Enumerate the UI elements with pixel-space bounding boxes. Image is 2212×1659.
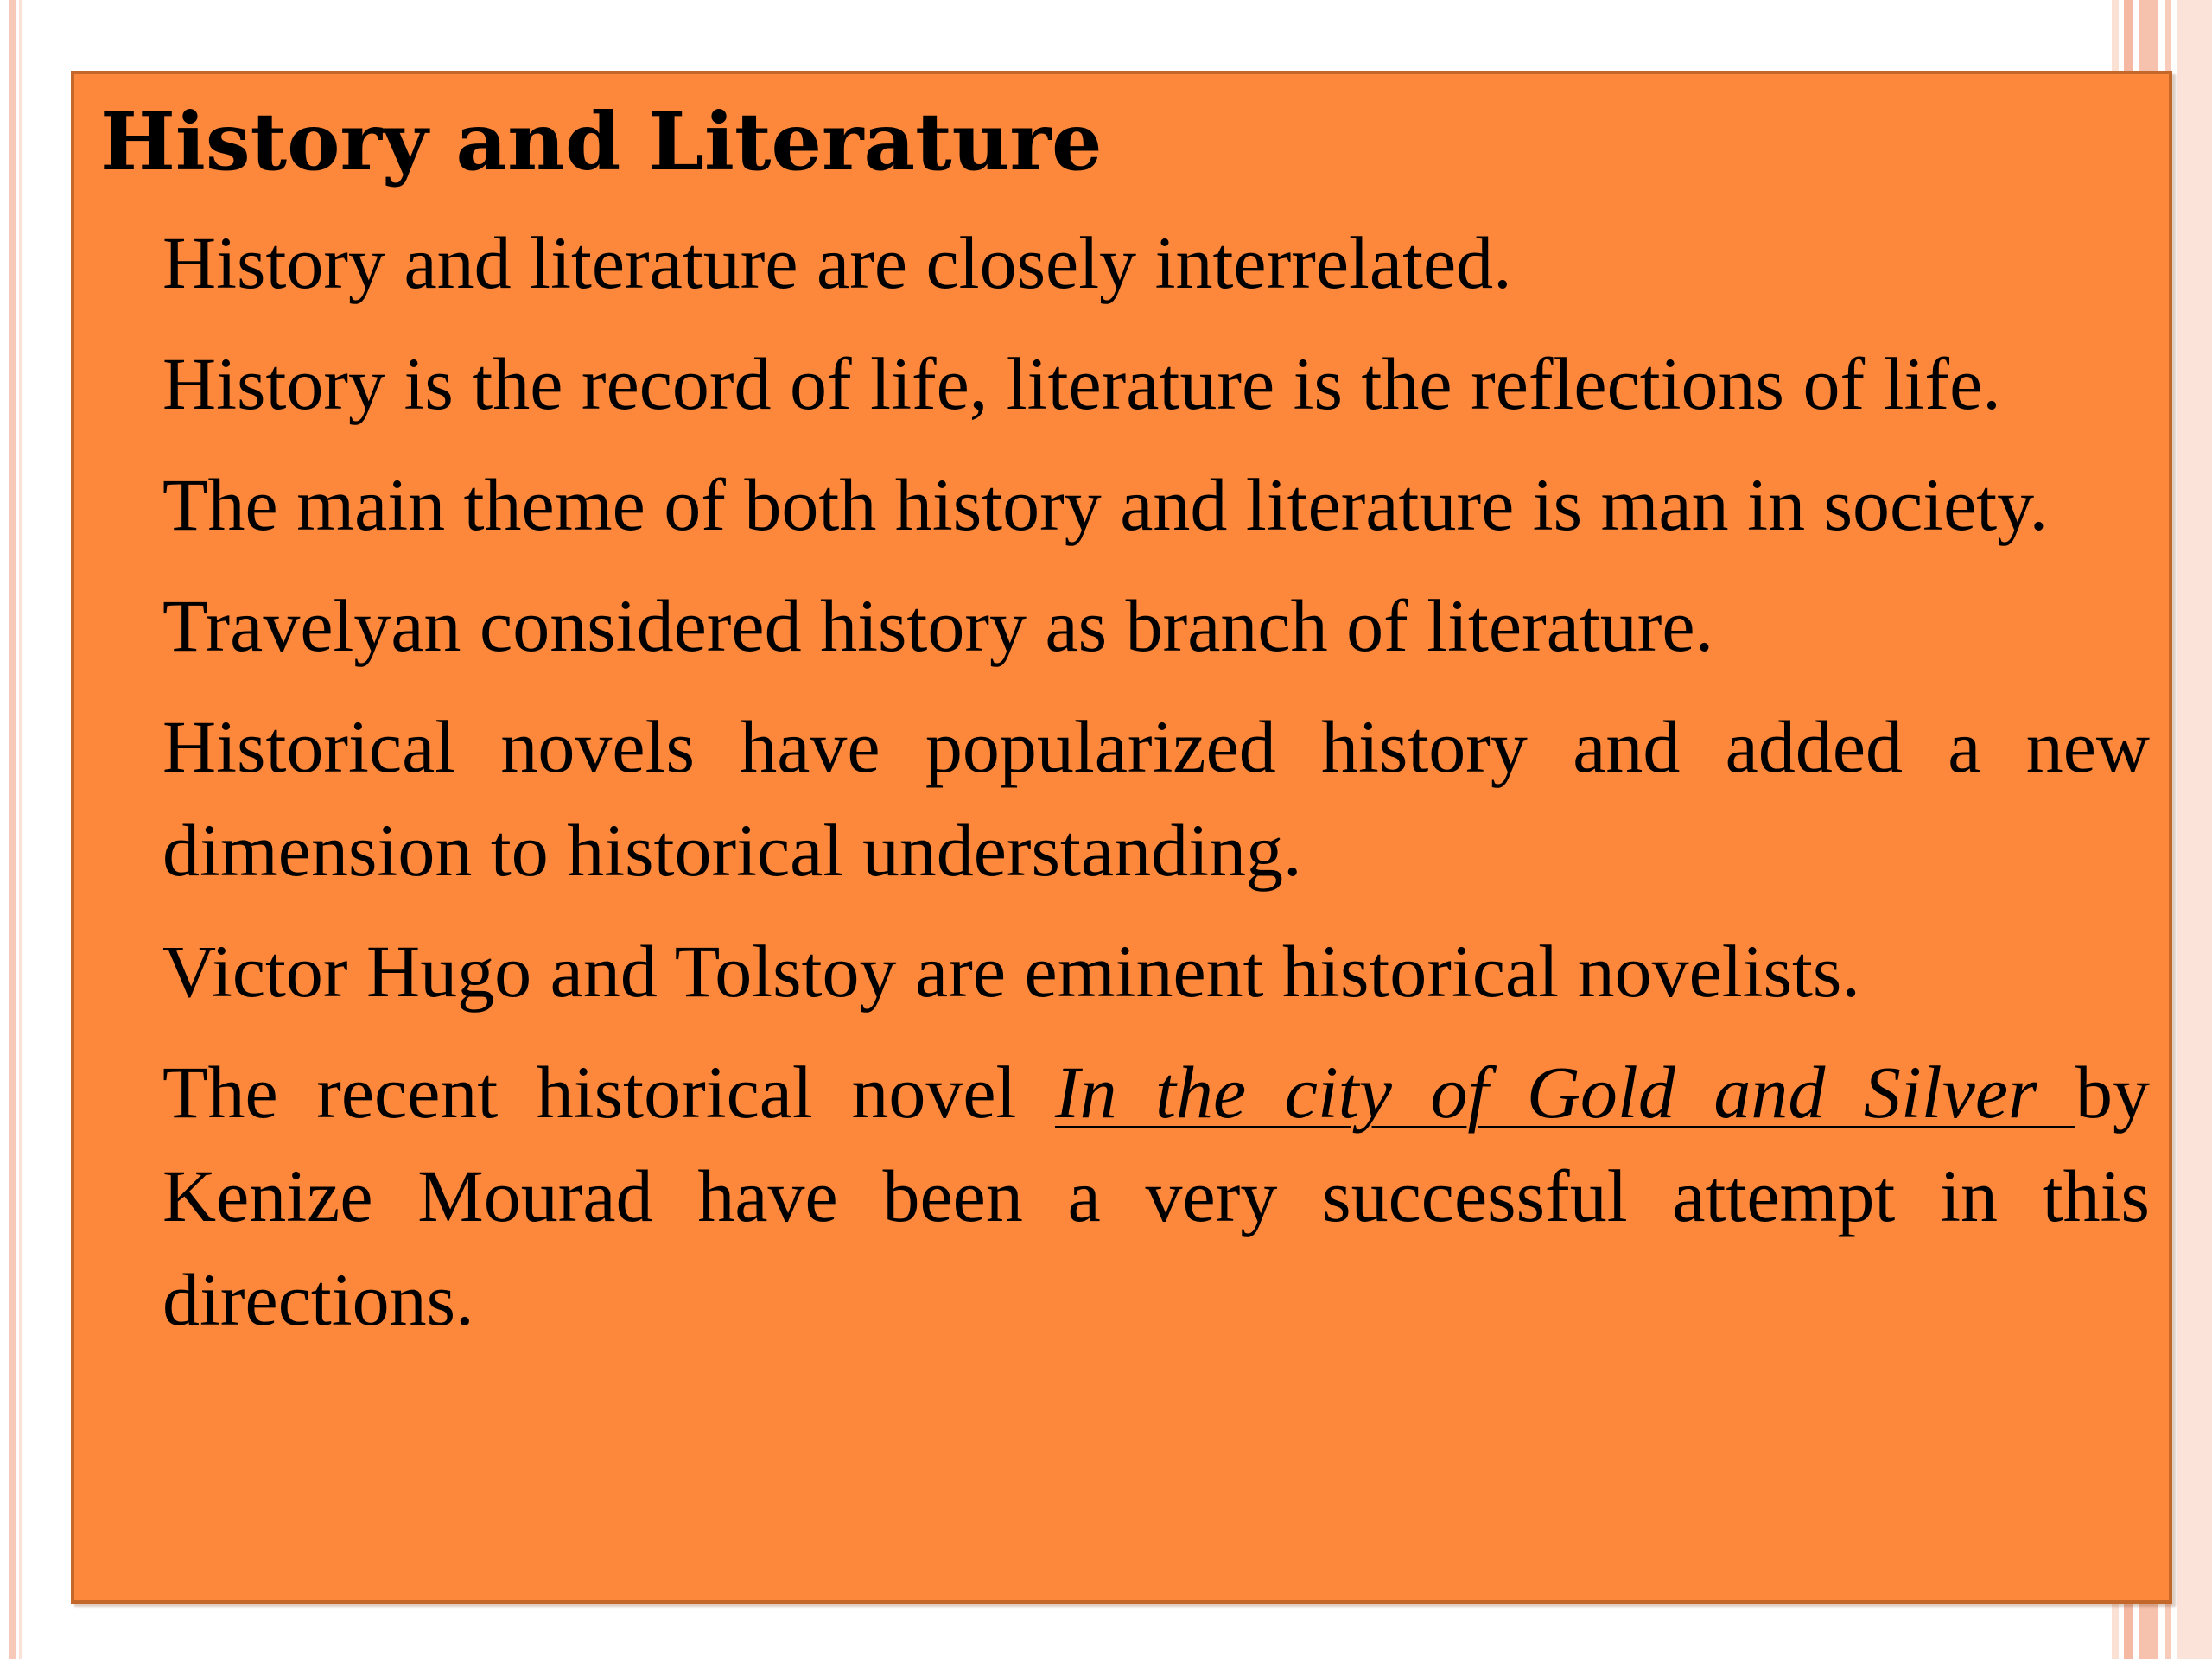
paragraph-recent-novel bbox=[162, 1040, 2150, 1351]
decorative-stripe-right-5 bbox=[2177, 0, 2212, 1659]
slide-content-box bbox=[71, 71, 2172, 1604]
paragraph-travelyan: Travelyan considered history as branch of literature. bbox=[162, 584, 1714, 667]
paragraph-interrelated: History and literature are closely interrelated. bbox=[162, 221, 1512, 304]
slide-body bbox=[162, 211, 2150, 1369]
recent-novel-text-before: The recent historical novel bbox=[162, 1051, 1055, 1134]
slide-title: History and Literature bbox=[100, 95, 1103, 188]
book-title: In the city of Gold and Silver bbox=[1054, 1051, 2075, 1134]
decorative-stripe-left-thin bbox=[19, 0, 22, 1659]
paragraph-hugo-tolstoy: Victor Hugo and Tolstoy are eminent historical novelists. bbox=[162, 930, 1860, 1013]
decorative-stripe-left bbox=[9, 0, 16, 1659]
paragraph-main-theme: The main theme of both history and literature is man in society. bbox=[162, 463, 2049, 546]
paragraph-record-of-life: History is the record of life, literature is the reflections of life. bbox=[162, 342, 2001, 425]
recent-novel-text-after: by Kenize Mourad have been a very successful attempt in this directions. bbox=[162, 1051, 2150, 1341]
paragraph-historical-novels: Historical novels have popularized history and added a new dimension to historical understanding. bbox=[162, 705, 2150, 892]
